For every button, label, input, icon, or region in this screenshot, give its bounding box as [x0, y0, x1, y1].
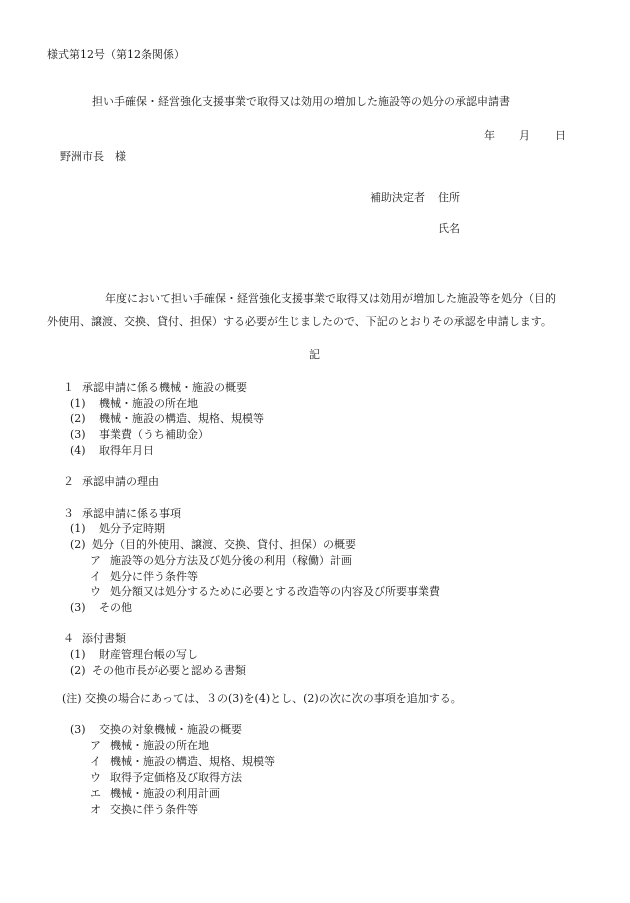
list-item-number: (2): [70, 664, 86, 677]
section-1-title: 承認申請に係る機械・施設の概要: [82, 381, 247, 394]
list-item: 処分（目的外使用、譲渡、交換、貸付、担保）の概要: [92, 538, 356, 551]
sub-item-marker: ア: [90, 739, 101, 752]
sub-item-marker: エ: [90, 787, 101, 800]
form-number: 様式第12号（第12条関係）: [47, 48, 185, 61]
sub-item-marker: ウ: [90, 771, 101, 784]
address-label: 住所: [438, 191, 460, 204]
date-year: 年: [484, 129, 495, 142]
body-text-line-2: 外使用、譲渡、交換、貸付、担保）する必要が生じましたので、下記のとおりその承認を申請します。: [47, 315, 552, 328]
exchange-title: 交換の対象機械・施設の概要: [99, 723, 242, 736]
list-item-number: (2): [70, 412, 86, 425]
list-item-number: (1): [70, 522, 86, 535]
section-1-number: １: [63, 381, 74, 394]
sub-item-marker: オ: [90, 803, 101, 816]
list-item-number: (3): [70, 723, 86, 736]
list-item: 財産管理台帳の写し: [99, 648, 198, 661]
list-item-number: (4): [70, 444, 86, 457]
document-title: 担い手確保・経営強化支援事業で取得又は効用の増加した施設等の処分の承認申請書: [92, 95, 510, 108]
list-item: 機械・施設の構造、規格、規模等: [99, 412, 264, 425]
sub-item: 取得予定価格及び取得方法: [110, 771, 242, 784]
applicant-role: 補助決定者: [370, 191, 425, 204]
section-3-number: ３: [63, 507, 74, 520]
sub-item: 処分に伴う条件等: [110, 570, 198, 583]
section-3-title: 承認申請に係る事項: [82, 507, 181, 520]
sub-item-marker: ア: [90, 554, 101, 567]
sub-item-marker: ウ: [90, 585, 101, 598]
sub-item-marker: イ: [90, 755, 101, 768]
name-label: 氏名: [438, 222, 460, 235]
sub-item: 処分額又は処分するために必要とする改造等の内容及び所要事業費: [110, 585, 440, 598]
date-day: 日: [555, 129, 566, 142]
list-item-number: (1): [70, 397, 86, 410]
list-item: 取得年月日: [99, 444, 154, 457]
sub-item: 施設等の処分方法及び処分後の利用（稼働）計画: [110, 554, 352, 567]
note-text: (注) 交換の場合にあっては、３の(3)を(4)とし、(2)の次に次の事項を追加する。: [62, 692, 462, 705]
ki-heading: 記: [309, 348, 320, 361]
section-2-number: ２: [63, 475, 74, 488]
sub-item: 機械・施設の所在地: [110, 739, 209, 752]
list-item: その他: [99, 601, 132, 614]
section-2-title: 承認申請の理由: [82, 475, 159, 488]
list-item-number: (2): [70, 538, 86, 551]
list-item: 機械・施設の所在地: [99, 397, 198, 410]
date-month: 月: [519, 129, 530, 142]
list-item: その他市長が必要と認める書類: [92, 664, 246, 677]
sub-item-marker: イ: [90, 570, 101, 583]
list-item-number: (3): [70, 428, 86, 441]
list-item: 処分予定時期: [99, 522, 165, 535]
list-item: 事業費（うち補助金）: [99, 428, 209, 441]
section-4-title: 添付書類: [82, 632, 126, 645]
list-item-number: (1): [70, 648, 86, 661]
sub-item: 交換に伴う条件等: [110, 803, 198, 816]
addressee: 野洲市長 様: [60, 150, 126, 163]
sub-item: 機械・施設の構造、規格、規模等: [110, 755, 275, 768]
sub-item: 機械・施設の利用計画: [110, 787, 220, 800]
body-text-line-1: 年度において担い手確保・経営強化支援事業で取得又は効用が増加した施設等を処分（目的: [105, 292, 556, 305]
list-item-number: (3): [70, 601, 86, 614]
section-4-number: ４: [63, 632, 74, 645]
